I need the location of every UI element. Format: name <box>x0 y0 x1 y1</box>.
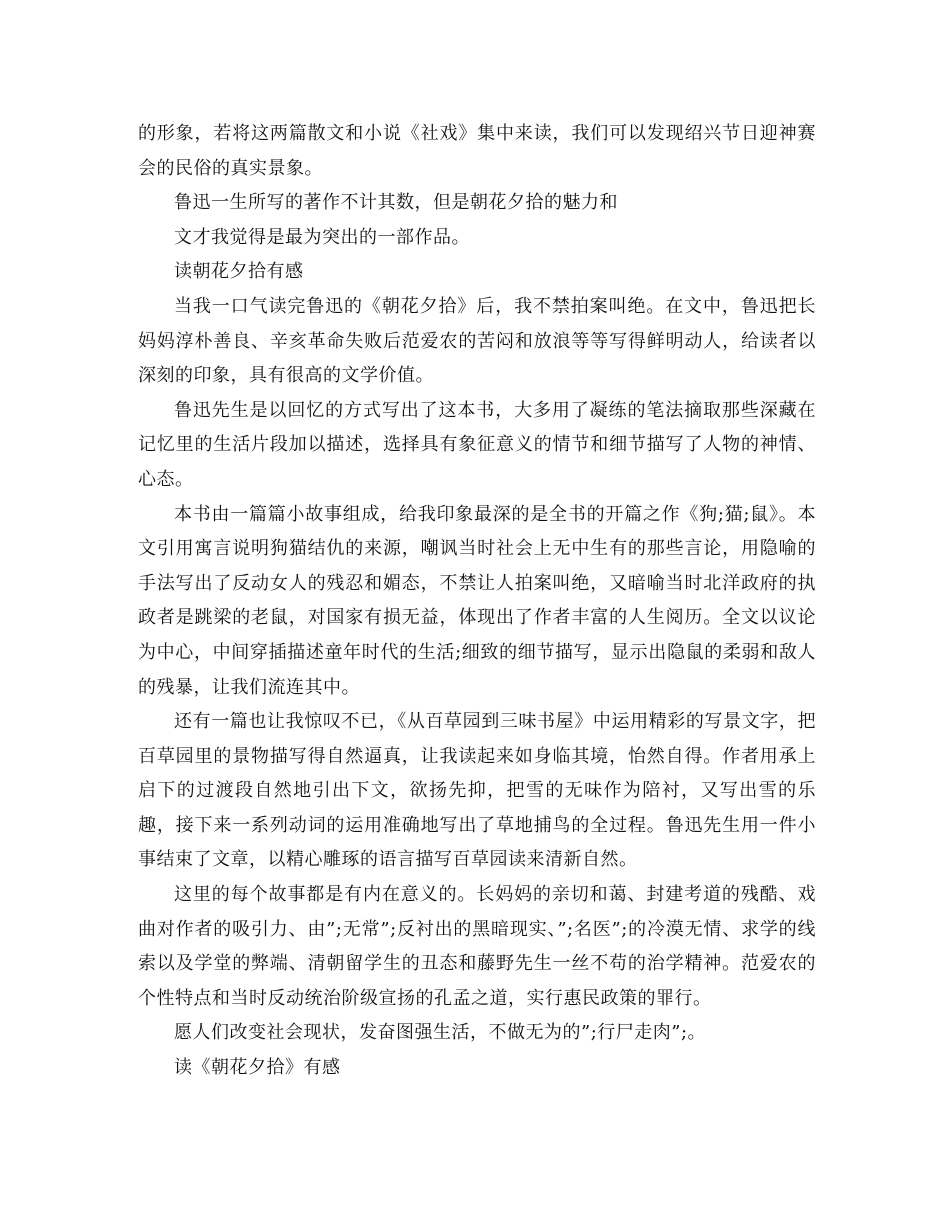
paragraph: 本书由一篇篇小故事组成，给我印象最深的是全书的开篇之作《狗;猫;鼠》。本文引用寓言说明狗猫结仇的来源，嘲讽当时社会上无中生有的那些言论，用隐喻的手法写出了反动女人的残忍和媚态，不禁让人拍案叫绝，又暗喻当时北洋政府的执政者是跳梁的老鼠，对国家有损无益，体现出了作者丰富的人生阅历。全文以议论为中心，中间穿插描述童年时代的生活;细致的细节描写，显示出隐鼠的柔弱和敌人的残暴，让我们流连其中。 <box>138 503 816 698</box>
paragraph: 愿人们改变社会现状，发奋图强生活，不做无为的”;行尸走肉”;。 <box>174 1022 707 1044</box>
paragraph: 鲁迅一生所写的著作不计其数，但是朝花夕拾的魅力和 <box>174 192 618 214</box>
paragraph: 这里的每个故事都是有内在意义的。长妈妈的亲切和蔼、封建考道的残酷、戏曲对作者的吸引力、由”;无常”;反衬出的黑暗现实、”;名医”;的冷漠无情、求学的线索以及学堂的弊端、清朝留学生的丑态和藤野先生一丝不苟的治学精神。范爱农的个性特点和当时反动统治阶级宣扬的孔孟之道，实行惠民政策的罪行。 <box>138 884 816 1009</box>
section-heading: 读朝花夕拾有感 <box>174 261 304 283</box>
paragraph-continuation: 的形象，若将这两篇散文和小说《社戏》集中来读，我们可以发现绍兴节日迎神赛会的民俗的真实景象。 <box>138 123 816 179</box>
paragraph: 当我一口气读完鲁迅的《朝花夕拾》后，我不禁拍案叫绝。在文中，鲁迅把长妈妈淳朴善良、辛亥革命失败后范爱农的苦闷和放浪等等写得鲜明动人，给读者以深刻的印象，具有很高的文学价值。 <box>138 295 816 387</box>
paragraph: 鲁迅先生是以回忆的方式写出了这本书，大多用了凝练的笔法摘取那些深藏在记忆里的生活片段加以描述，选择具有象征意义的情节和细节描写了人物的神情、心态。 <box>138 399 816 490</box>
body-text <box>138 117 816 1086</box>
paragraph: 文才我觉得是最为突出的一部作品。 <box>174 226 470 248</box>
section-heading: 读《朝花夕拾》有感 <box>174 1057 341 1079</box>
paragraph: 还有一篇也让我惊叹不已，《从百草园到三味书屋》中运用精彩的写景文字，把百草园里的景物描写得自然逼真，让我读起来如身临其境，怡然自得。作者用承上启下的过渡段自然地引出下文，欲扬先抑，把雪的无味作为陪衬，又写出雪的乐趣，接下来一系列动词的运用准确地写出了草地捕鸟的全过程。鲁迅先生用一件小事结束了文章，以精心雕琢的语言描写百草园读来清新自然。 <box>138 711 816 871</box>
